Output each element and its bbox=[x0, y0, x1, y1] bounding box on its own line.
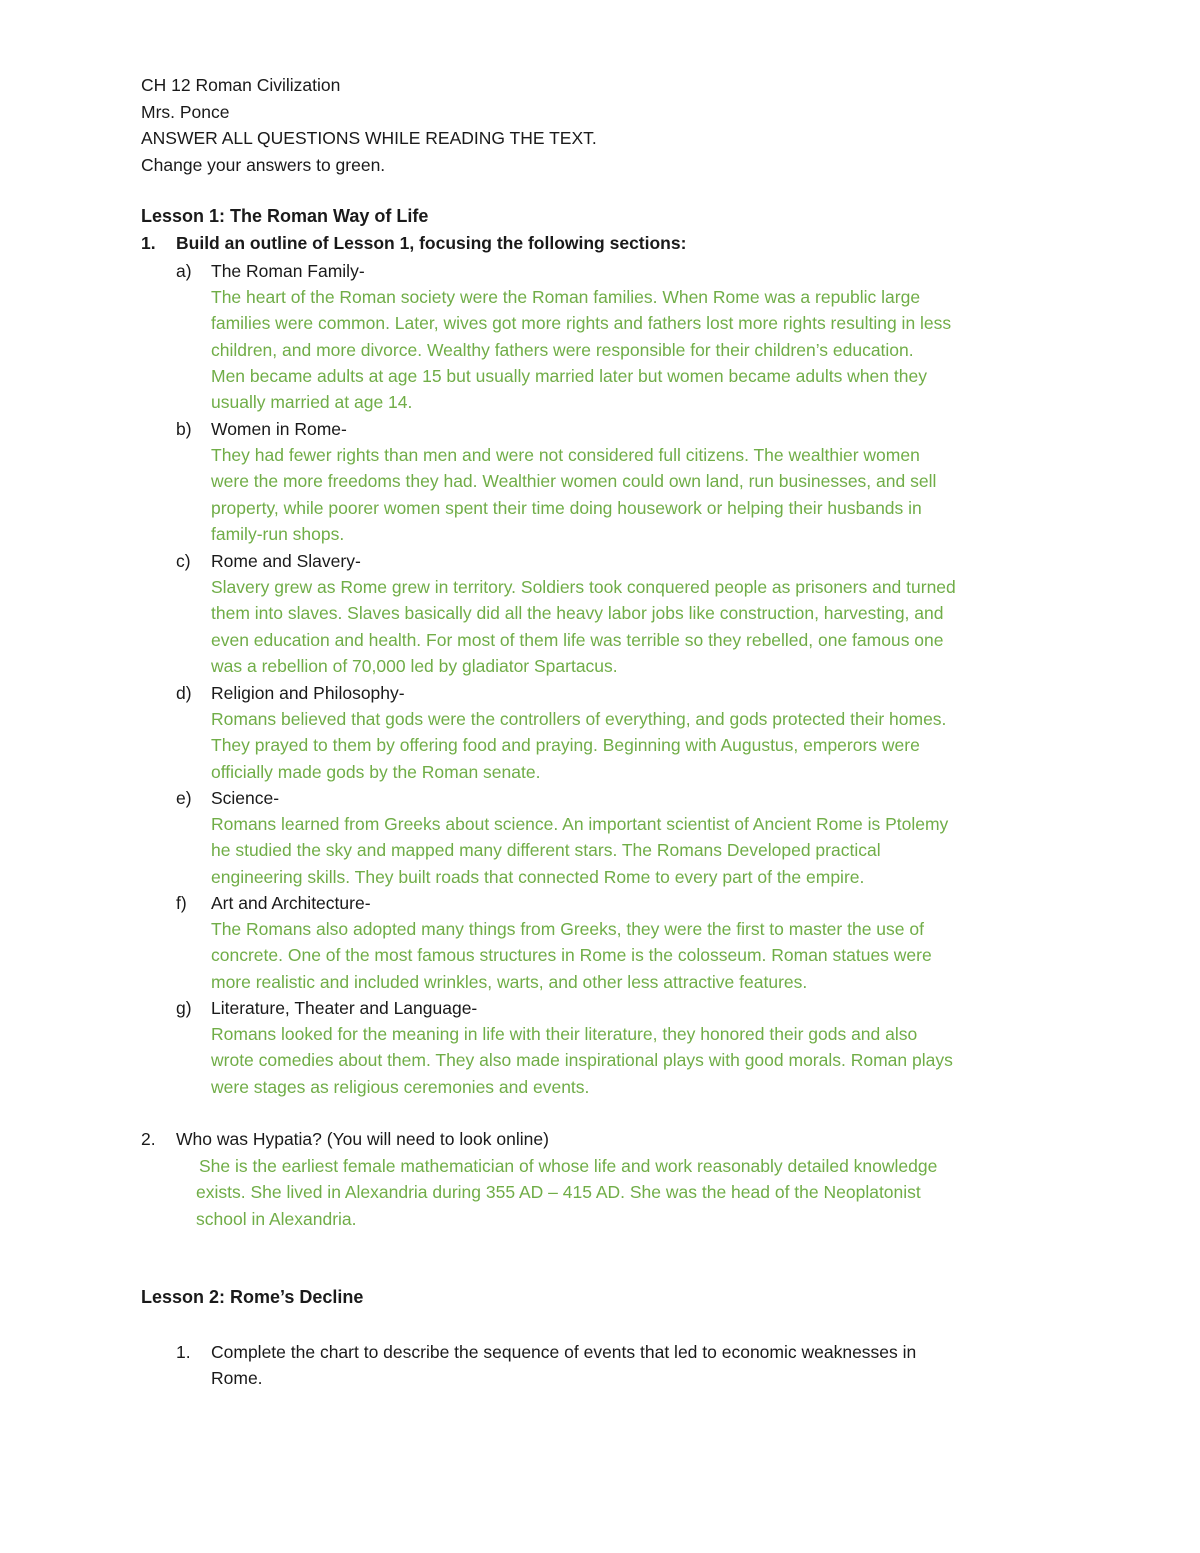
section-a-answer bbox=[211, 284, 1071, 415]
answer-line: Slavery grew as Rome grew in territory. Soldiers took conquered people as prisoners and turned bbox=[211, 577, 956, 597]
answer-line: he studied the sky and mapped many different stars. The Romans Developed practical bbox=[211, 840, 881, 861]
section-c-title: Rome and Slavery- bbox=[211, 551, 361, 571]
answer-line: usually married at age 14. bbox=[211, 392, 413, 413]
section-e-letter: e) bbox=[176, 788, 192, 808]
section-g-title: Literature, Theater and Language- bbox=[211, 998, 478, 1018]
instructions: ANSWER ALL QUESTIONS WHILE READING THE TEXT. bbox=[141, 128, 597, 148]
question-line: Complete the chart to describe the sequence of events that led to economic weaknesses in bbox=[211, 1342, 917, 1362]
section-e-title: Science- bbox=[211, 788, 280, 808]
answer-line: school in Alexandria. bbox=[196, 1208, 357, 1229]
answer-line: even education and health. For most of them life was terrible so they rebelled, one famous one bbox=[211, 629, 944, 650]
section-g-letter: g) bbox=[176, 998, 192, 1018]
lesson1-q1-text: Build an outline of Lesson 1, focusing the following sections: bbox=[176, 233, 687, 253]
section-c-answer bbox=[211, 574, 1071, 679]
lesson1-q2-text: Who was Hypatia? (You will need to look online) bbox=[176, 1129, 549, 1149]
hypatia-answer bbox=[196, 1153, 1056, 1232]
lesson2-q1-text bbox=[211, 1339, 1031, 1392]
answer-line: wrote comedies about them. They also made inspirational plays with good morals. Roman plays bbox=[211, 1050, 953, 1071]
course-title: CH 12 Roman Civilization bbox=[141, 75, 341, 95]
section-a-title: The Roman Family- bbox=[211, 261, 365, 281]
section-b-answer bbox=[211, 442, 1071, 547]
section-f-answer bbox=[211, 916, 1071, 995]
answer-line: children, and more divorce. Wealthy fathers were responsible for their children’s education. bbox=[211, 339, 914, 360]
answer-line: The heart of the Roman society were the Roman families. When Rome was a republic large bbox=[211, 287, 921, 307]
answer-line: was a rebellion of 70,000 led by gladiator Spartacus. bbox=[211, 655, 618, 676]
answer-line: Romans learned from Greeks about science. An important scientist of Ancient Rome is Ptolemy bbox=[211, 814, 949, 834]
answer-line: were stages as religious ceremonies and events. bbox=[211, 1076, 590, 1097]
section-g-answer bbox=[211, 1021, 1071, 1100]
answer-line: family-run shops. bbox=[211, 523, 345, 544]
section-c-letter: c) bbox=[176, 551, 191, 571]
answer-line: They had fewer rights than men and were not considered full citizens. The wealthier women bbox=[211, 445, 920, 465]
answer-line: The Romans also adopted many things from Greeks, they were the first to master the use of bbox=[211, 919, 924, 939]
answer-color-note: Change your answers to green. bbox=[141, 154, 386, 175]
section-a-letter: a) bbox=[176, 261, 192, 281]
section-f-letter: f) bbox=[176, 893, 187, 913]
lesson1-title: Lesson 1: The Roman Way of Life bbox=[141, 206, 429, 226]
answer-line: families were common. Later, wives got more rights and fathers lost more rights resulting in less bbox=[211, 313, 952, 334]
answer-line: They prayed to them by offering food and praying. Beginning with Augustus, emperors were bbox=[211, 735, 920, 756]
section-e-answer bbox=[211, 811, 1071, 890]
question-line: Rome. bbox=[211, 1368, 263, 1389]
section-b-title: Women in Rome- bbox=[211, 419, 347, 439]
answer-line: them into slaves. Slaves basically did all the heavy labor jobs like construction, harvesting, and bbox=[211, 603, 944, 624]
answer-line: were the more freedoms they had. Wealthier women could own land, run businesses, and sell bbox=[211, 471, 937, 492]
answer-line: officially made gods by the Roman senate. bbox=[211, 761, 541, 782]
answer-line: Romans looked for the meaning in life with their literature, they honored their gods and also bbox=[211, 1024, 918, 1044]
answer-line: She is the earliest female mathematician of whose life and work reasonably detailed knowledge bbox=[199, 1156, 938, 1176]
section-d-letter: d) bbox=[176, 683, 192, 703]
answer-line: Romans believed that gods were the controllers of everything, and gods protected their homes. bbox=[211, 709, 947, 729]
answer-line: Men became adults at age 15 but usually married later but women became adults when they bbox=[211, 365, 927, 386]
lesson2-q1-number: 1. bbox=[176, 1342, 191, 1362]
answer-line: more realistic and included wrinkles, warts, and other less attractive features. bbox=[211, 971, 808, 992]
section-b-letter: b) bbox=[176, 419, 192, 439]
answer-line: exists. She lived in Alexandria during 355 AD – 415 AD. She was the head of the Neoplatonist bbox=[196, 1182, 921, 1203]
section-f-title: Art and Architecture- bbox=[211, 893, 371, 913]
teacher-name: Mrs. Ponce bbox=[141, 101, 230, 122]
lesson2-title: Lesson 2: Rome’s Decline bbox=[141, 1287, 364, 1307]
lesson1-q2-number: 2. bbox=[141, 1129, 156, 1149]
answer-line: concrete. One of the most famous structures in Rome is the colosseum. Roman statues were bbox=[211, 945, 932, 966]
answer-line: engineering skills. They built roads that connected Rome to every part of the empire. bbox=[211, 866, 865, 887]
answer-line: property, while poorer women spent their time doing housework or helping their husbands in bbox=[211, 497, 922, 518]
lesson1-q1-number: 1. bbox=[141, 233, 156, 253]
section-d-answer bbox=[211, 706, 1071, 785]
document-header bbox=[141, 72, 597, 178]
section-d-title: Religion and Philosophy- bbox=[211, 683, 405, 703]
